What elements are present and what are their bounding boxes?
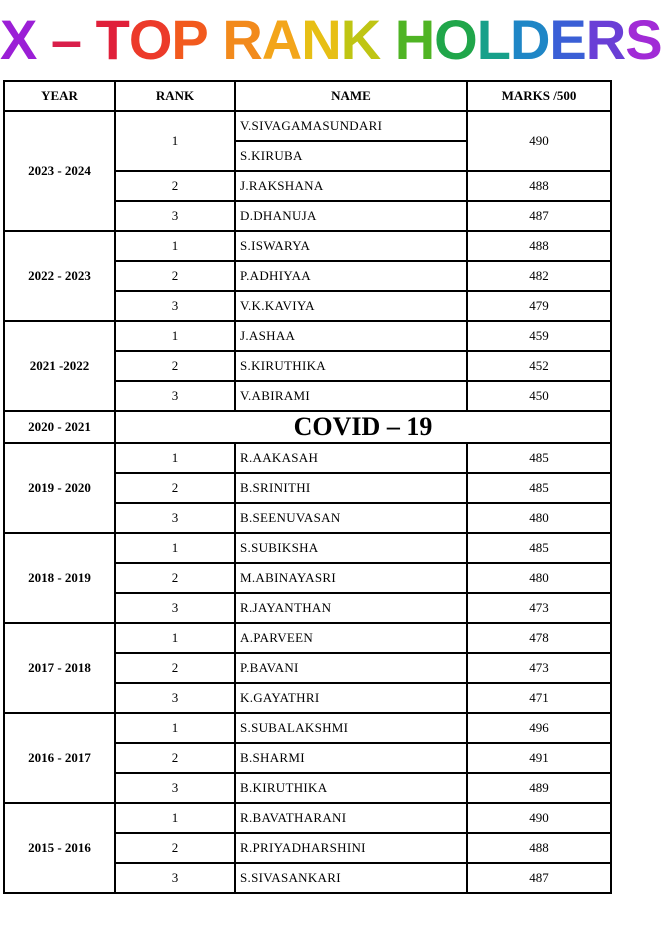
rank-cell: 3 [115, 863, 235, 893]
rank-cell: 2 [115, 171, 235, 201]
rank-cell: 1 [115, 533, 235, 563]
rank-cell: 2 [115, 563, 235, 593]
marks-cell: 490 [467, 803, 611, 833]
marks-cell: 487 [467, 201, 611, 231]
title-letter: H [394, 8, 435, 71]
rank-cell: 1 [115, 713, 235, 743]
title-letter: T [95, 8, 129, 71]
marks-cell: 487 [467, 863, 611, 893]
year-cell: 2021 -2022 [4, 321, 115, 411]
name-cell: B.KIRUTHIKA [235, 773, 467, 803]
title-letter: R [585, 8, 626, 71]
rank-cell: 3 [115, 291, 235, 321]
year-cell: 2020 - 2021 [4, 411, 115, 443]
name-cell: D.DHANUJA [235, 201, 467, 231]
rank-cell: 2 [115, 653, 235, 683]
marks-cell: 488 [467, 833, 611, 863]
marks-cell: 496 [467, 713, 611, 743]
marks-cell: 491 [467, 743, 611, 773]
title-letter: X [0, 8, 37, 71]
title-letter: S [625, 8, 662, 71]
header-year: YEAR [4, 81, 115, 111]
name-cell: P.BAVANI [235, 653, 467, 683]
marks-cell: 480 [467, 503, 611, 533]
name-cell: A.PARVEEN [235, 623, 467, 653]
table-row [4, 111, 611, 141]
name-cell: V.K.KAVIYA [235, 291, 467, 321]
name-cell: R.BAVATHARANI [235, 803, 467, 833]
rank-cell: 3 [115, 593, 235, 623]
table-body [4, 111, 611, 893]
rank-cell: 2 [115, 473, 235, 503]
rank-cell: 3 [115, 381, 235, 411]
table-row [4, 443, 611, 473]
rank-cell: 1 [115, 111, 235, 171]
name-cell: S.KIRUBA [235, 141, 467, 171]
table-row [4, 713, 611, 743]
table-row [4, 321, 611, 351]
title-letter: K [340, 8, 381, 71]
rank-holders-table [3, 80, 612, 894]
name-cell: S.SUBALAKSHMI [235, 713, 467, 743]
rank-cell: 1 [115, 321, 235, 351]
name-cell: V.ABIRAMI [235, 381, 467, 411]
marks-cell: 478 [467, 623, 611, 653]
name-cell: S.ISWARYA [235, 231, 467, 261]
marks-cell: 473 [467, 653, 611, 683]
name-cell: B.SEENUVASAN [235, 503, 467, 533]
marks-cell: 485 [467, 443, 611, 473]
rank-cell: 3 [115, 201, 235, 231]
year-cell: 2016 - 2017 [4, 713, 115, 803]
name-cell: R.JAYANTHAN [235, 593, 467, 623]
name-cell: M.ABINAYASRI [235, 563, 467, 593]
marks-cell: 479 [467, 291, 611, 321]
title-letter: R [222, 8, 262, 71]
title-letter: O [434, 8, 477, 71]
covid-note: COVID – 19 [115, 411, 611, 443]
year-cell: 2017 - 2018 [4, 623, 115, 713]
table-row [4, 411, 611, 443]
title-letter [380, 4, 395, 76]
table-header-row [4, 81, 611, 111]
header-rank: RANK [115, 81, 235, 111]
title-letter [208, 4, 223, 76]
title-letter: – [36, 8, 96, 71]
name-cell: R.AAKASAH [235, 443, 467, 473]
marks-cell: 480 [467, 563, 611, 593]
title-letter: P [171, 8, 208, 71]
rank-cell: 3 [115, 773, 235, 803]
marks-cell: 471 [467, 683, 611, 713]
rank-cell: 3 [115, 503, 235, 533]
rank-cell: 1 [115, 231, 235, 261]
marks-cell: 490 [467, 111, 611, 171]
name-cell: R.PRIYADHARSHINI [235, 833, 467, 863]
year-cell: 2022 - 2023 [4, 231, 115, 321]
name-cell: J.ASHAA [235, 321, 467, 351]
marks-cell: 452 [467, 351, 611, 381]
marks-cell: 488 [467, 231, 611, 261]
name-cell: V.SIVAGAMASUNDARI [235, 111, 467, 141]
table-row [4, 623, 611, 653]
rank-cell: 1 [115, 623, 235, 653]
marks-cell: 485 [467, 473, 611, 503]
marks-cell: 489 [467, 773, 611, 803]
rank-cell: 1 [115, 803, 235, 833]
table-row [4, 533, 611, 563]
page-title [0, 4, 662, 76]
year-cell: 2023 - 2024 [4, 111, 115, 231]
title-letter: D [509, 8, 550, 71]
table-row [4, 803, 611, 833]
marks-cell: 459 [467, 321, 611, 351]
year-cell: 2019 - 2020 [4, 443, 115, 533]
name-cell: B.SHARMI [235, 743, 467, 773]
marks-cell: 473 [467, 593, 611, 623]
marks-cell: 488 [467, 171, 611, 201]
rank-cell: 2 [115, 833, 235, 863]
rank-cell: 1 [115, 443, 235, 473]
header-name: NAME [235, 81, 467, 111]
rank-cell: 2 [115, 351, 235, 381]
rank-cell: 2 [115, 743, 235, 773]
name-cell: P.ADHIYAA [235, 261, 467, 291]
year-cell: 2018 - 2019 [4, 533, 115, 623]
name-cell: S.KIRUTHIKA [235, 351, 467, 381]
rank-cell: 3 [115, 683, 235, 713]
marks-cell: 450 [467, 381, 611, 411]
year-cell: 2015 - 2016 [4, 803, 115, 893]
title-letter: O [128, 8, 172, 71]
title-letter: N [301, 8, 341, 71]
name-cell: S.SUBIKSHA [235, 533, 467, 563]
marks-cell: 485 [467, 533, 611, 563]
table-row [4, 231, 611, 261]
name-cell: K.GAYATHRI [235, 683, 467, 713]
title-letter: E [549, 8, 586, 71]
name-cell: S.SIVASANKARI [235, 863, 467, 893]
header-marks: MARKS /500 [467, 81, 611, 111]
name-cell: J.RAKSHANA [235, 171, 467, 201]
title-letter: A [261, 8, 302, 71]
marks-cell: 482 [467, 261, 611, 291]
name-cell: B.SRINITHI [235, 473, 467, 503]
rank-cell: 2 [115, 261, 235, 291]
title-letter: L [476, 8, 510, 71]
